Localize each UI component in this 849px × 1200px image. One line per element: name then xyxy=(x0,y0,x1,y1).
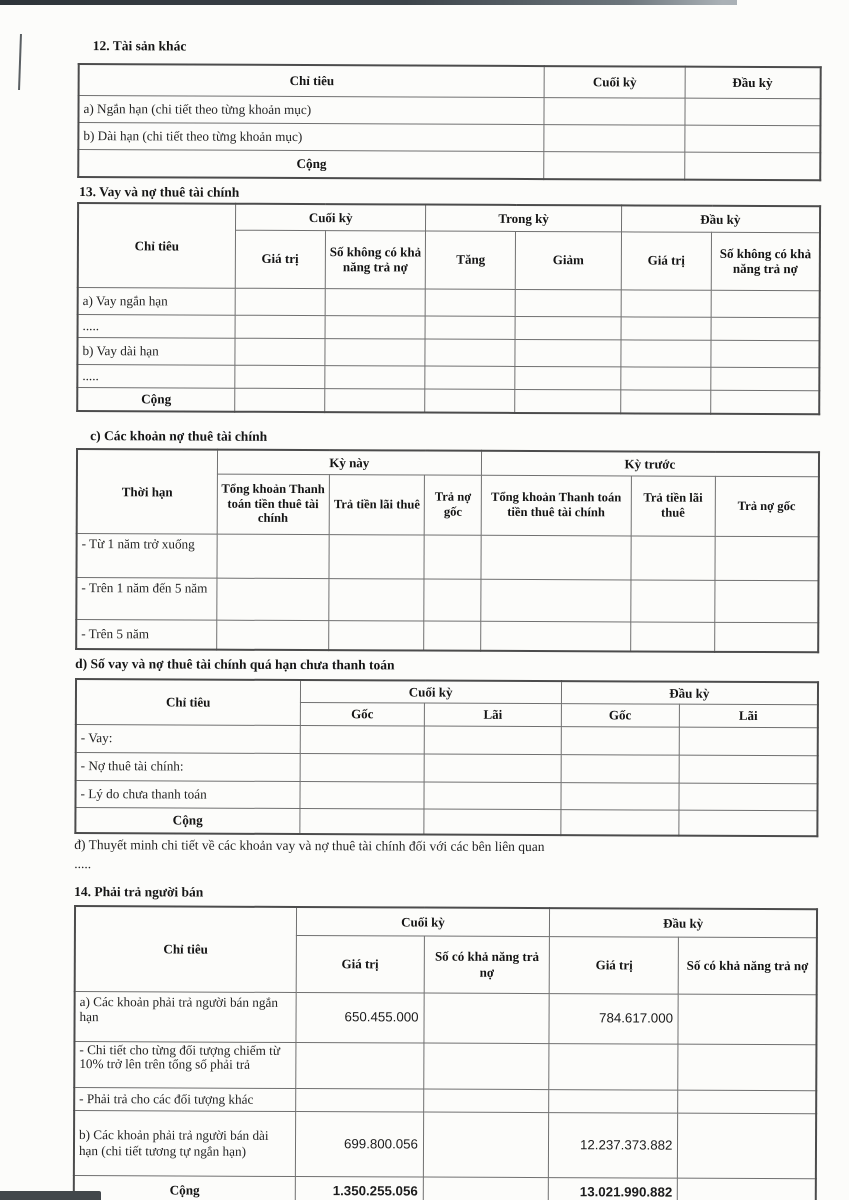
row-label-cell: - Phải trả cho các đối tượng khác xyxy=(74,1087,295,1111)
overdue-loans-table xyxy=(74,678,819,837)
empty-value-cell xyxy=(711,290,819,317)
empty-value-cell xyxy=(329,534,425,578)
empty-value-cell xyxy=(621,339,712,366)
row-label-cell: - Vay: xyxy=(76,724,300,753)
table-row xyxy=(74,1041,816,1090)
col-header-tong-khoan-thanh-toan: Tổng khoản Thanh toán tiền thuê tài chính xyxy=(217,474,329,534)
empty-value-cell xyxy=(714,580,818,622)
ellipsis-row xyxy=(77,364,819,390)
table-row xyxy=(74,991,816,1044)
group-header-row xyxy=(76,679,818,704)
empty-value-cell xyxy=(621,316,712,339)
scan-artifact-bottom-bar xyxy=(0,1191,101,1200)
group-header-dau-ky: Đầu kỳ xyxy=(550,908,817,937)
empty-value-cell xyxy=(425,339,515,366)
group-header-row xyxy=(77,449,819,476)
table-row xyxy=(74,1087,816,1113)
trade-payables-table xyxy=(73,905,818,1200)
empty-value-cell xyxy=(324,365,425,388)
total-label-cell: Cộng xyxy=(78,149,544,179)
empty-value-cell xyxy=(325,315,426,338)
empty-value-cell xyxy=(515,339,620,366)
col-header-goc: Gốc xyxy=(300,702,425,726)
empty-value-cell xyxy=(679,727,818,756)
empty-value-cell xyxy=(481,621,631,652)
empty-value-cell xyxy=(631,579,715,621)
table-row xyxy=(78,95,820,125)
empty-value-cell xyxy=(235,315,325,338)
col-header-tra-tien-lai-thue: Trả tiền lãi thuê xyxy=(631,475,715,535)
empty-value-cell xyxy=(544,97,684,125)
empty-value-cell xyxy=(544,151,684,180)
group-header-ky-truoc: Kỳ trước xyxy=(481,451,819,476)
row-label-cell: b) Vay dài hạn xyxy=(77,337,234,365)
group-header-cuoi-ky: Cuối kỳ xyxy=(296,907,550,936)
col-header-chi-tieu: Chỉ tiêu xyxy=(75,906,296,992)
col-header-tra-no-goc: Trả nợ gốc xyxy=(425,475,482,535)
empty-value-cell xyxy=(424,535,481,579)
table-row xyxy=(74,1110,816,1178)
empty-value-cell xyxy=(711,340,819,367)
table-row xyxy=(76,533,818,580)
empty-value-cell xyxy=(425,389,515,413)
empty-value-cell xyxy=(423,1177,549,1200)
empty-value-cell xyxy=(561,809,679,836)
row-label-cell: b) Các khoản phải trả người bán dài hạn (chi tiết tương tự ngắn hạn) xyxy=(74,1110,295,1176)
empty-value-cell xyxy=(481,579,631,622)
table-row xyxy=(76,577,818,622)
total-row xyxy=(78,149,820,180)
empty-value-cell xyxy=(620,389,711,413)
empty-value-cell xyxy=(328,620,424,650)
empty-value-cell xyxy=(217,534,329,578)
col-header-dau-ky: Đầu kỳ xyxy=(685,67,821,99)
col-header-chi-tieu: Chỉ tiêu xyxy=(78,203,236,288)
empty-value-cell xyxy=(424,1043,550,1090)
value-cell: 12.237.373.882 xyxy=(549,1112,678,1178)
table-row xyxy=(78,122,820,152)
col-header-tong-khoan-thanh-toan: Tổng khoản Thanh toán tiền thuê tài chính xyxy=(481,475,631,536)
row-label-cell: ..... xyxy=(78,314,235,338)
col-header-gia-tri: Giá trị xyxy=(296,935,425,993)
col-header-so-khong-co-kha-nang: Số không có khả năng trả nợ xyxy=(711,232,820,290)
row-label-cell: - Lý do chưa thanh toán xyxy=(75,780,299,808)
empty-value-cell xyxy=(711,390,819,414)
row-label-cell: - Chi tiết cho từng đối tượng chiếm từ 10% trở lên trên tổng số phải trả xyxy=(74,1041,295,1088)
empty-value-cell xyxy=(631,535,715,579)
section-13-title: 13. Vay và nợ thuê tài chính xyxy=(79,184,240,200)
value-cell: 650.455.000 xyxy=(296,992,425,1043)
row-label-cell: - Từ 1 năm trở xuống xyxy=(76,533,216,578)
row-label-cell: ..... xyxy=(77,364,234,388)
row-label-cell: a) Các khoản phải trả người bán ngắn hạn xyxy=(74,991,295,1042)
empty-value-cell xyxy=(325,288,426,315)
col-header-chi-tieu: Chỉ tiêu xyxy=(79,64,545,97)
group-header-row xyxy=(78,203,820,232)
empty-value-cell xyxy=(425,366,515,389)
empty-value-cell xyxy=(630,621,714,651)
empty-value-cell xyxy=(424,579,481,621)
header-row xyxy=(79,64,821,98)
empty-value-cell xyxy=(561,754,679,783)
group-header-dau-ky: Đầu kỳ xyxy=(621,205,820,232)
empty-value-cell xyxy=(295,1088,423,1112)
empty-value-cell xyxy=(300,753,425,782)
group-header-dau-ky: Đầu kỳ xyxy=(561,681,818,704)
col-header-goc: Gốc xyxy=(561,703,679,727)
col-header-cuoi-ky: Cuối kỳ xyxy=(545,66,685,98)
col-header-so-co-kha-nang: Số có khả năng trả nợ xyxy=(679,937,817,995)
empty-value-cell xyxy=(299,808,424,835)
row-label-cell: b) Dài hạn (chi tiết theo từng khoản mục) xyxy=(78,122,544,151)
col-header-gia-tri: Giá trị xyxy=(621,231,712,289)
total-label-cell: Cộng xyxy=(74,1175,295,1200)
empty-value-cell xyxy=(424,1089,549,1113)
empty-value-cell xyxy=(424,726,561,755)
col-header-so-khong-co-kha-nang: Số không có khả năng trả nợ xyxy=(325,230,426,288)
empty-value-cell xyxy=(678,1090,816,1114)
row-label-cell: a) Ngắn hạn (chi tiết theo từng khoản mục) xyxy=(78,95,544,124)
empty-value-cell xyxy=(679,755,818,784)
empty-value-cell xyxy=(424,621,481,651)
table-row xyxy=(76,619,818,652)
empty-value-cell xyxy=(481,535,631,580)
empty-value-cell xyxy=(549,1089,678,1113)
total-value-cell: 1.350.255.056 xyxy=(295,1176,423,1200)
empty-value-cell xyxy=(678,1044,816,1091)
total-value-cell: 13.021.990.882 xyxy=(549,1177,678,1200)
total-label-cell: Cộng xyxy=(77,387,234,412)
col-header-lai: Lãi xyxy=(425,703,562,727)
group-header-cuoi-ky: Cuối kỳ xyxy=(235,204,426,231)
value-cell: 699.800.056 xyxy=(295,1111,424,1177)
empty-value-cell xyxy=(684,152,820,181)
empty-value-cell xyxy=(685,98,821,126)
empty-value-cell xyxy=(424,993,550,1044)
empty-value-cell xyxy=(678,1178,816,1200)
empty-value-cell xyxy=(515,289,620,316)
empty-value-cell xyxy=(235,388,325,412)
empty-value-cell xyxy=(685,125,821,153)
total-row xyxy=(74,1175,816,1200)
col-header-so-co-kha-nang: Số có khả năng trả nợ xyxy=(424,936,550,994)
empty-value-cell xyxy=(679,810,818,837)
empty-value-cell xyxy=(549,1043,678,1090)
empty-value-cell xyxy=(679,783,818,811)
section-12-title: 12. Tài sản khác xyxy=(92,38,187,54)
col-header-chi-tieu: Chỉ tiêu xyxy=(76,679,300,725)
empty-value-cell xyxy=(423,1112,549,1178)
empty-value-cell xyxy=(426,289,516,316)
empty-value-cell xyxy=(300,725,425,754)
table-row xyxy=(78,287,820,317)
group-header-cuoi-ky: Cuối kỳ xyxy=(300,680,561,703)
section-c-title: c) Các khoản nợ thuê tài chính xyxy=(90,428,268,444)
section-d-title: d) Số vay và nợ thuê tài chính quá hạn chưa thanh toán xyxy=(75,656,395,673)
empty-value-cell xyxy=(515,316,620,339)
other-assets-table xyxy=(77,63,821,181)
row-label-cell: a) Vay ngắn hạn xyxy=(78,287,235,315)
empty-value-cell xyxy=(620,366,711,389)
group-header-ky-nay: Kỳ này xyxy=(217,450,481,475)
empty-value-cell xyxy=(714,622,818,652)
empty-value-cell xyxy=(295,1042,424,1089)
empty-value-cell xyxy=(424,754,561,783)
empty-value-cell xyxy=(216,620,328,650)
finance-lease-liabilities-table xyxy=(75,448,820,653)
empty-value-cell xyxy=(235,338,325,365)
empty-value-cell xyxy=(715,536,819,580)
section-dd-note: đ) Thuyết minh chi tiết về các khoản vay và nợ thuê tài chính đối với các bên liên quan xyxy=(74,837,545,855)
empty-value-cell xyxy=(235,365,325,388)
empty-value-cell xyxy=(711,367,819,390)
empty-value-cell xyxy=(561,726,679,755)
empty-value-cell xyxy=(711,317,819,340)
value-cell: 784.617.000 xyxy=(549,993,678,1044)
group-header-trong-ky: Trong kỳ xyxy=(426,205,621,232)
empty-value-cell xyxy=(621,289,712,316)
empty-value-cell xyxy=(678,994,816,1045)
ellipsis-line: ..... xyxy=(74,856,92,872)
empty-value-cell xyxy=(678,1113,816,1179)
empty-value-cell xyxy=(324,338,425,365)
total-row xyxy=(75,807,817,836)
col-header-lai: Lãi xyxy=(679,704,818,728)
empty-value-cell xyxy=(300,781,425,809)
empty-value-cell xyxy=(424,809,561,836)
loans-finance-lease-table xyxy=(76,202,821,415)
row-label-cell: - Nợ thuê tài chính: xyxy=(76,752,300,781)
col-header-giam: Giảm xyxy=(516,231,622,289)
table-row xyxy=(76,724,818,755)
total-row xyxy=(77,387,819,414)
col-header-tra-tien-lai-thue: Trả tiền lãi thuê xyxy=(329,474,425,534)
empty-value-cell xyxy=(329,578,425,620)
empty-value-cell xyxy=(424,782,561,810)
empty-value-cell xyxy=(561,782,679,810)
empty-value-cell xyxy=(217,578,329,620)
empty-value-cell xyxy=(235,288,325,315)
empty-value-cell xyxy=(544,124,684,152)
table-row xyxy=(77,337,819,367)
table-row xyxy=(76,752,818,783)
col-header-tra-no-goc: Trả nợ gốc xyxy=(715,476,819,536)
table-row xyxy=(75,780,817,810)
ellipsis-row xyxy=(78,314,820,340)
total-label-cell: Cộng xyxy=(75,807,299,834)
empty-value-cell xyxy=(324,388,425,412)
col-header-gia-tri: Giá trị xyxy=(235,230,325,288)
section-14-title: 14. Phải trả người bán xyxy=(74,884,204,900)
row-label-cell: - Trên 5 năm xyxy=(76,619,216,650)
empty-value-cell xyxy=(426,316,516,339)
empty-value-cell xyxy=(515,389,620,413)
col-header-tang: Tăng xyxy=(426,231,516,289)
row-label-cell: - Trên 1 năm đến 5 năm xyxy=(76,577,216,620)
group-header-row xyxy=(75,906,817,937)
col-header-gia-tri: Giá trị xyxy=(550,936,679,994)
empty-value-cell xyxy=(515,366,620,389)
col-header-thoi-han: Thời hạn xyxy=(77,449,218,534)
